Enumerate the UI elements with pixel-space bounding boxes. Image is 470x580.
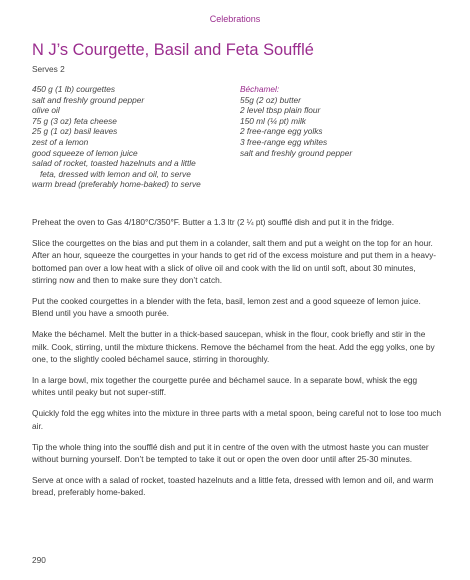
bechamel-item: 3 free-range egg whites — [240, 136, 328, 147]
bechamel-ingredients — [240, 84, 440, 158]
ingredient-item: 25 g (1 oz) basil leaves — [32, 126, 118, 137]
ingredient-item: warm bread (preferably home-baked) to serve — [32, 179, 201, 190]
ingredient-item: salad of rocket, toasted hazelnuts and a little — [32, 158, 196, 169]
bechamel-heading: Béchamel: — [240, 84, 280, 94]
method-paragraph: In a large bowl, mix together the courgette purée and béchamel sauce. In a separate bowl, whisk the egg whites until peaky but not super-stiff. — [32, 375, 418, 398]
method-paragraph: Quickly fold the egg whites into the mixture in three parts with a metal spoon, being careful not to lose too much air. — [32, 408, 442, 431]
ingredient-item: good squeeze of lemon juice — [32, 147, 138, 158]
ingredients-list — [32, 84, 237, 190]
bechamel-item: salt and freshly ground pepper — [240, 147, 353, 158]
serves-count: Serves 2 — [32, 64, 65, 74]
recipe-title: N J’s Courgette, Basil and Feta Soufflé — [32, 41, 314, 59]
method-paragraph: Put the cooked courgettes in a blender with the feta, basil, lemon zest and a good squeeze of lemon juice. Blend until you have a smooth purée. — [32, 296, 421, 319]
ingredient-item: 75 g (3 oz) feta cheese — [32, 115, 117, 126]
ingredient-item: 450 g (1 lb) courgettes — [32, 84, 116, 94]
bechamel-item: 2 free-range egg yolks — [240, 126, 323, 137]
method-paragraph: Serve at once with a salad of rocket, toasted hazelnuts and a little feta, dressed with lemon and oil, and warm bread, preferably home-baked. — [32, 475, 434, 498]
bechamel-item: 150 ml (¼ pt) milk — [240, 115, 306, 126]
ingredient-item: feta, dressed with lemon and oil, to serve — [40, 168, 191, 179]
method-text — [32, 216, 442, 508]
method-paragraph: Slice the courgettes on the bias and put them in a colander, salt them and put a weight on the top for an hour. After an hour, squeeze the courgettes in your hands to get rid of the excess moisture and put them in a heavy-bottomed pan over a low heat with a slick of olive oil and cook with the lid on until soft, about 30 minutes, stirring now and then to make sure they don’t catch. — [32, 238, 437, 285]
ingredient-item: salt and freshly ground pepper — [32, 94, 145, 105]
method-paragraph: Preheat the oven to Gas 4/180°C/350°F. Butter a 1.3 ltr (2 ¼ pt) soufflé dish and put it in the fridge. — [32, 217, 395, 227]
page-number: 290 — [32, 555, 46, 565]
bechamel-item: 2 level tbsp plain flour — [240, 105, 321, 116]
method-paragraph: Make the béchamel. Melt the butter in a thick-based saucepan, whisk in the flour, cook briefly and stir in the milk. Cook, stirring, until the mixture thickens. Remove the béchamel from the heat. Add the egg yolks, one by one, to the slightly cooled béchamel sauce, stirring in thoroughly. — [32, 329, 435, 364]
ingredient-item: olive oil — [32, 105, 60, 116]
ingredient-item: zest of a lemon — [32, 136, 89, 147]
method-paragraph: Tip the whole thing into the soufflé dish and put it in centre of the oven with the utmost haste you can muster without burning yourself. Don’t be tempted to take it out or open the oven door until after 25-30 minutes. — [32, 441, 429, 465]
section-header: Celebrations — [209, 14, 261, 24]
bechamel-item: 55g (2 oz) butter — [240, 94, 301, 105]
